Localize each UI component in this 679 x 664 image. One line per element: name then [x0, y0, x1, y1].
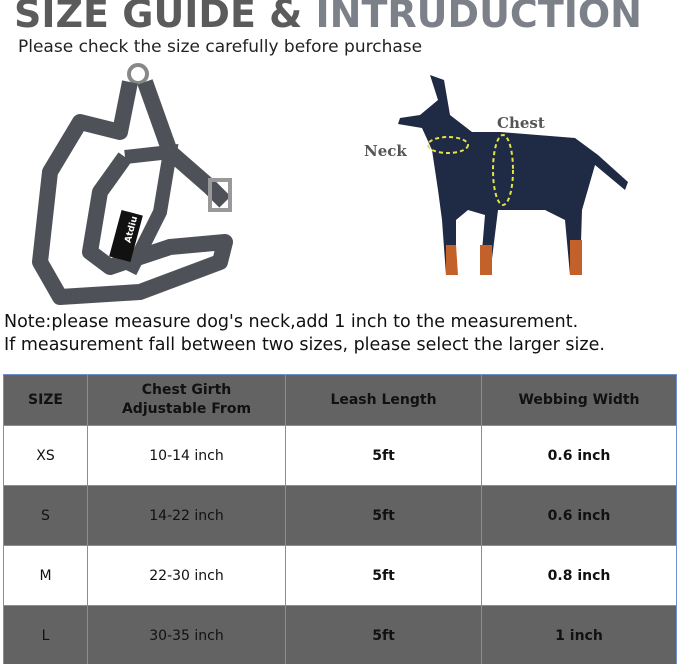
header-chest-girth	[88, 375, 286, 426]
harness-image	[20, 62, 250, 312]
title-part2: INTRUDUCTION	[315, 0, 642, 36]
table-row	[4, 426, 677, 486]
table-row	[4, 606, 677, 664]
cell-leash: 5ft	[286, 606, 482, 664]
header-webbing-width: Webbing Width	[482, 375, 677, 426]
page-title	[14, 0, 642, 36]
title-part1: SIZE GUIDE &	[14, 0, 303, 36]
note-line-2: If measurement fall between two sizes, please select the larger size.	[4, 335, 605, 355]
cell-webbing: 0.8 inch	[482, 546, 677, 606]
cell-chest: 30-35 inch	[88, 606, 286, 664]
cell-leash: 5ft	[286, 486, 482, 546]
header-size: SIZE	[4, 375, 88, 426]
cell-webbing: 0.6 inch	[482, 426, 677, 486]
subtitle: Please check the size carefully before purchase	[18, 37, 423, 57]
cell-webbing: 0.6 inch	[482, 486, 677, 546]
harness-brand-logo: Atdiu	[123, 215, 141, 245]
cell-chest: 22-30 inch	[88, 546, 286, 606]
size-table	[3, 374, 677, 664]
neck-label: Neck	[364, 142, 407, 160]
note-line-1: Note:please measure dog's neck,add 1 inch to the measurement.	[4, 312, 579, 332]
chest-label: Chest	[497, 114, 545, 132]
cell-size: M	[4, 546, 88, 606]
header-chest-girth-text: Chest Girth Adjustable From	[121, 382, 252, 417]
cell-size: L	[4, 606, 88, 664]
cell-leash: 5ft	[286, 546, 482, 606]
cell-chest: 10-14 inch	[88, 426, 286, 486]
table-header-row	[4, 375, 677, 426]
table-row	[4, 486, 677, 546]
table-row	[4, 546, 677, 606]
header-leash-length: Leash Length	[286, 375, 482, 426]
cell-chest: 14-22 inch	[88, 486, 286, 546]
cell-webbing: 1 inch	[482, 606, 677, 664]
dog-illustration	[360, 70, 640, 290]
cell-leash: 5ft	[286, 426, 482, 486]
cell-size: S	[4, 486, 88, 546]
cell-size: XS	[4, 426, 88, 486]
